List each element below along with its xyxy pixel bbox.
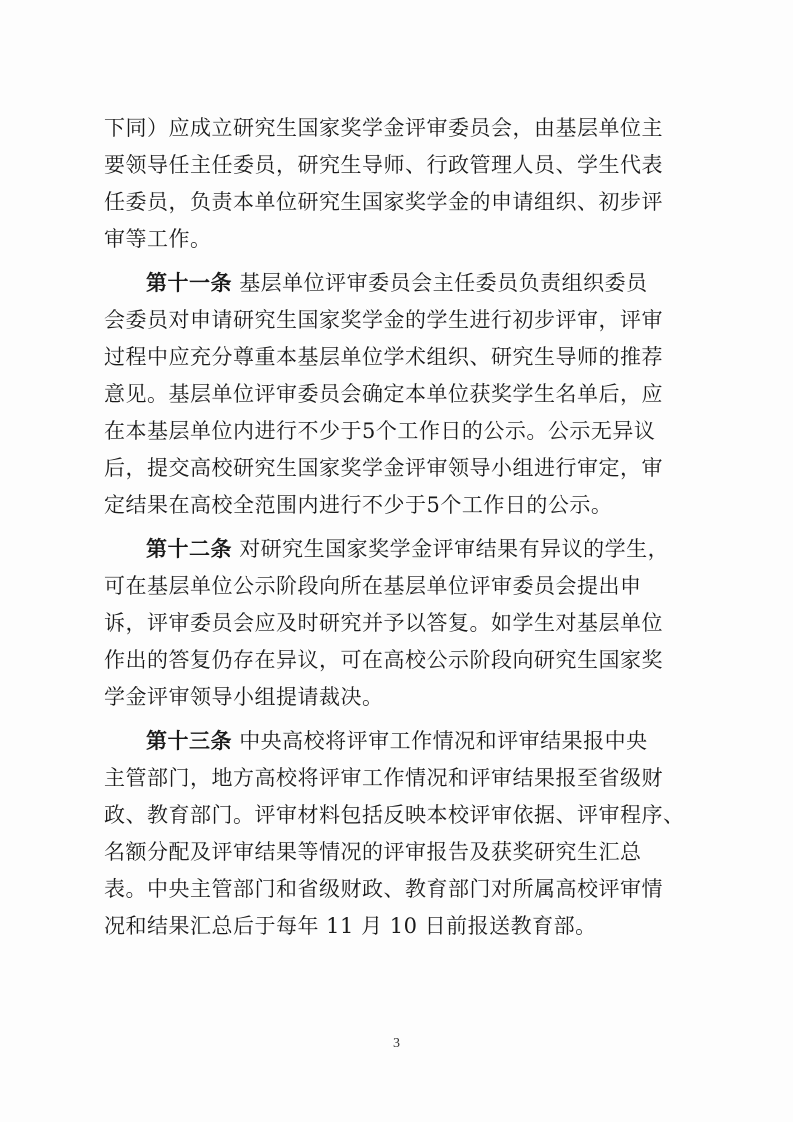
paragraph-line: 可在基层单位公示阶段向所在基层单位评审委员会提出申 bbox=[104, 574, 642, 598]
paragraph-line: 定结果在高校全范围内进行不少于5个工作日的公示。 bbox=[104, 493, 613, 517]
paragraph-line: 审等工作。 bbox=[104, 227, 212, 251]
paragraph-line: 中央高校将评审工作情况和评审结果报中央 bbox=[239, 729, 648, 753]
paragraph-line: 况和结果汇总后于每年 11 月 10 日前报送教育部。 bbox=[104, 914, 597, 938]
paragraph-line: 后，提交高校研究生国家奖学金评审领导小组进行审定，审 bbox=[104, 456, 663, 480]
paragraph-line: 任委员，负责本单位研究生国家奖学金的申请组织、初步评 bbox=[104, 190, 663, 214]
paragraph-line: 表。中央主管部门和省级财政、教育部门对所属高校评审情 bbox=[104, 877, 663, 901]
article-heading: 第十一条 bbox=[146, 271, 232, 295]
article-first-line bbox=[104, 531, 678, 568]
paragraph-line: 诉，评审委员会应及时研究并予以答复。如学生对基层单位 bbox=[104, 611, 663, 635]
paragraph-line: 政、教育部门。评审材料包括反映本校评审依据、评审程序、 bbox=[104, 803, 685, 827]
paragraph-line: 主管部门，地方高校将评审工作情况和评审结果报至省级财 bbox=[104, 766, 663, 790]
paragraph-line: 会委员对申请研究生国家奖学金的学生进行初步评审，评审 bbox=[104, 308, 663, 332]
paragraph-line: 作出的答复仍存在异议，可在高校公示阶段向研究生国家奖 bbox=[104, 648, 663, 672]
paragraph-line: 基层单位评审委员会主任委员负责组织委员 bbox=[239, 271, 648, 295]
article-first-line bbox=[104, 723, 678, 760]
paragraph-line: 要领导任主任委员，研究生导师、行政管理人员、学生代表 bbox=[104, 153, 663, 177]
article-first-line bbox=[104, 265, 678, 302]
paragraph-line: 意见。基层单位评审委员会确定本单位获奖学生名单后，应 bbox=[104, 382, 663, 406]
paragraph-line: 下同）应成立研究生国家奖学金评审委员会，由基层单位主 bbox=[104, 116, 663, 140]
paragraph-line: 在本基层单位内进行不少于5个工作日的公示。公示无异议 bbox=[104, 419, 656, 443]
page-number: 3 bbox=[393, 1036, 400, 1051]
article-heading: 第十三条 bbox=[146, 729, 232, 753]
paragraph-line: 名额分配及评审结果等情况的评审报告及获奖研究生汇总 bbox=[104, 840, 642, 864]
document-body bbox=[104, 110, 685, 945]
article-heading: 第十二条 bbox=[146, 537, 232, 561]
paragraph-line: 学金评审领导小组提请裁决。 bbox=[104, 685, 384, 709]
paragraph-line: 对研究生国家奖学金评审结果有异议的学生， bbox=[239, 537, 670, 561]
paragraph-line: 过程中应充分尊重本基层单位学术组织、研究生导师的推荐 bbox=[104, 345, 663, 369]
